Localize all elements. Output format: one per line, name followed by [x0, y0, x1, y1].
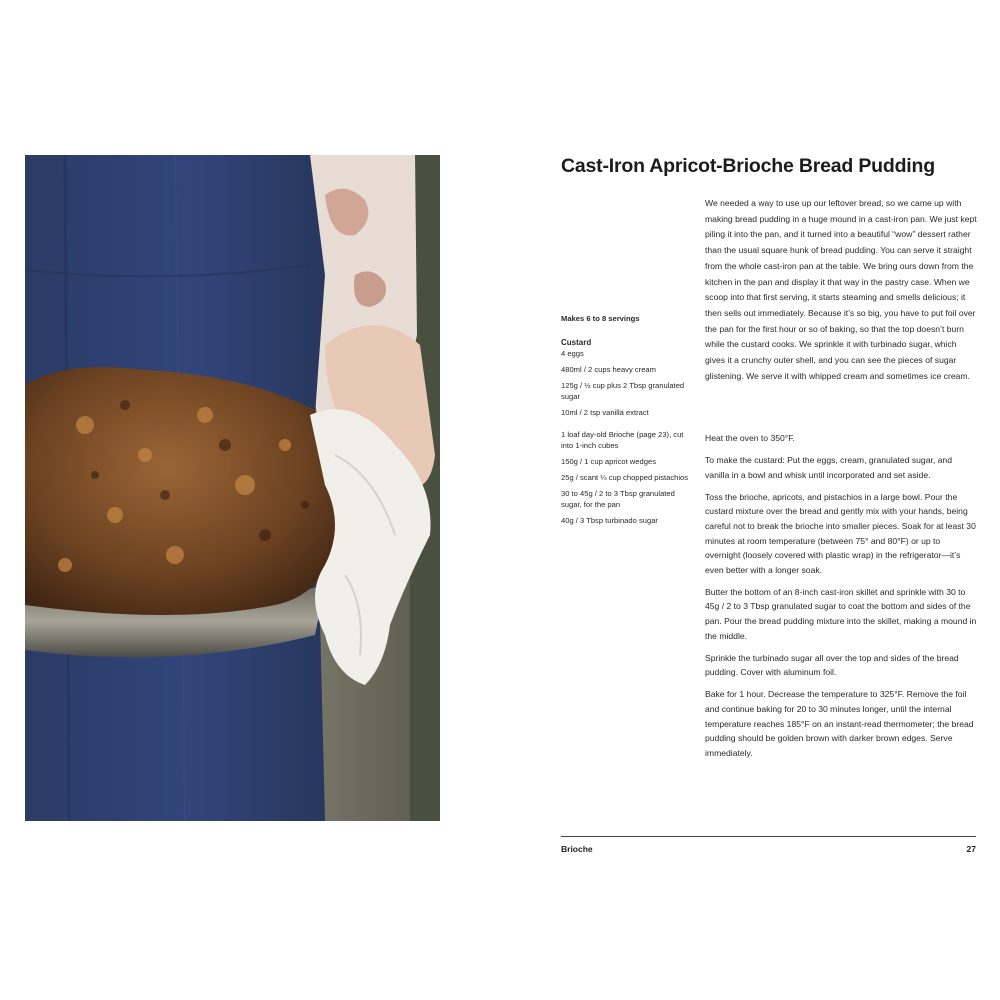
recipe-intro: We needed a way to use up our leftover bread, so we came up with making bread pudding in a huge mound in a cast-iron pan. We just kept piling it into the pan, and it turned into a beautiful “wow” dessert rather than the usual square hunk of bread pudding. You can serve it straight from the whole cast-iron pan at the table. We bring ours down from the kitchen in the pan and display it that way in the pastry case. When we scoop into that first serving, it starts steaming and smells delicious; it then sells out immediately. Because it’s so big, you have to put foil over the pan for the first hour or so of baking, so that the top doesn’t burn while the custard cooks. We sprinkle it with turbinado sugar, which gives it a crunchy outer shell, and you can see the pieces of sugar glistening. We serve it with whipped cream and sometimes ice cream. [705, 198, 977, 381]
bread-pudding-photo [25, 155, 440, 821]
method-step: Sprinkle the turbinado sugar all over the top and sides of the bread pudding. Cover with aluminum foil. [705, 652, 959, 678]
ingredient-item: 25g / scant ¼ cup chopped pistachios [561, 473, 689, 482]
method-step: To make the custard: Put the eggs, cream, granulated sugar, and vanilla in a bowl and whisk until incorporated and set aside. [705, 455, 952, 480]
footer-section-name: Brioche [561, 844, 593, 854]
ingredient-item: 4 eggs [561, 349, 584, 358]
custard-heading: Custard [561, 338, 592, 347]
method-step: Butter the bottom of an 8-inch cast-iron skillet and sprinkle with 30 to 45g / 2 to 3 Tbsp granulated sugar to coat the bottom and sides of the pan. Pour the bread pudding mixture into the skillet, making a mound in the middle. [705, 586, 977, 641]
method-step: Heat the oven to 350°F. [705, 433, 795, 443]
ingredient-item: 1 loaf day-old Brioche (page 23), cut into 1-inch cubes [561, 430, 684, 450]
ingredient-item: 150g / 1 cup apricot wedges [561, 457, 656, 466]
ingredient-item: 10ml / 2 tsp vanilla extract [561, 408, 649, 417]
method-steps [705, 431, 977, 768]
ingredient-item: 30 to 45g / 2 to 3 Tbsp granulated sugar, for the pan [561, 489, 675, 509]
ingredient-item: 480ml / 2 cups heavy cream [561, 365, 656, 374]
footer-divider [561, 836, 976, 837]
page-number: 27 [966, 844, 976, 854]
method-step: Bake for 1 hour. Decrease the temperature to 325°F. Remove the foil and continue baking for 20 to 30 minutes longer, until the internal temperature reaches 185°F on an instant-read thermometer; the bread pudding should be golden brown with darker brown edges. Serve immediately. [705, 689, 974, 758]
ingredient-item: 125g / ½ cup plus 2 Tbsp granulated sugar [561, 381, 685, 401]
recipe-title: Cast-Iron Apricot-Brioche Bread Pudding [561, 155, 935, 177]
ingredients-sidebar [561, 313, 689, 531]
servings-yield: Makes 6 to 8 servings [561, 314, 640, 323]
method-step: Toss the brioche, apricots, and pistachios in a large bowl. Pour the custard mixture over the bread and gently mix with your hands, being careful not to break the brioche into smaller pieces. Soak for at least 30 minutes at room temperature (between 75° and 80°F) or up to overnight (loosely covered with plastic wrap) in the refrigerator—it’s even better with a longer soak. [705, 491, 976, 575]
ingredient-item: 40g / 3 Tbsp turbinado sugar [561, 516, 658, 525]
